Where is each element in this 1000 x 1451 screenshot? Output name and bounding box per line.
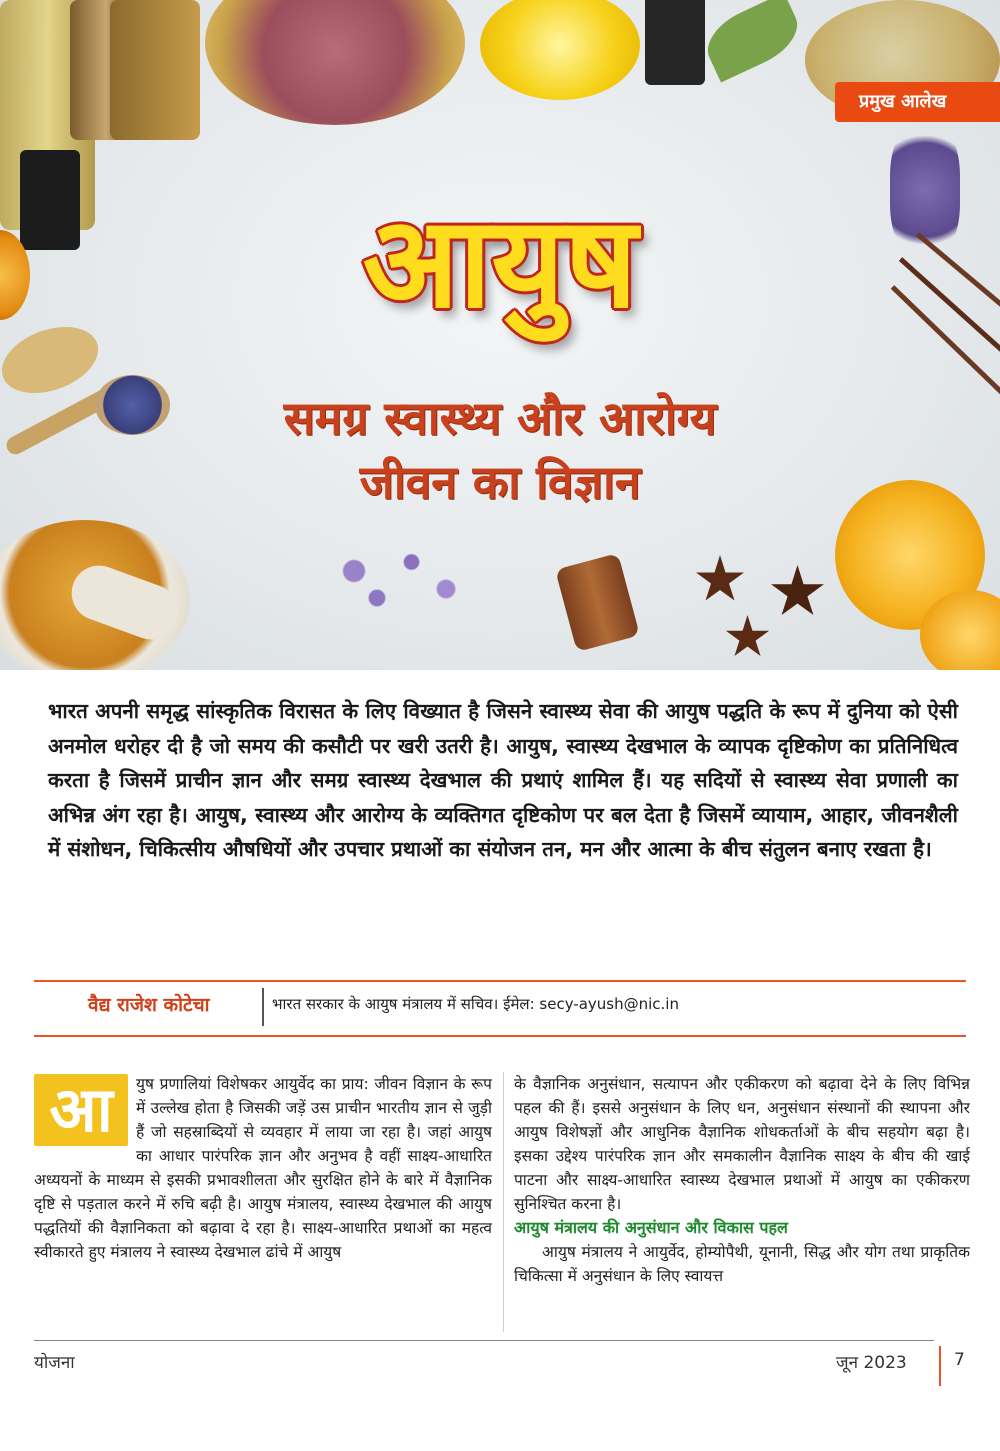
footer-divider (34, 1340, 934, 1341)
column-2-text-continued: आयुष मंत्रालय ने आयुर्वेद, होम्योपैथी, यूनानी, सिद्ध और योग तथा प्राकृतिक चिकित्सा में अनुसंधान के लिए स्वायत्त (514, 1243, 970, 1285)
author-name: वैद्य राजेश कोटेचा (88, 994, 210, 1016)
cinnamon-image (555, 553, 640, 652)
column-2-text: के वैज्ञानिक अनुसंधान, सत्यापन और एकीकरण को बढ़ावा देने के लिए विभिन्न पहल की हैं। इससे अनुसंधान के लिए धन, अनुसंधान संस्थानों की स्थापना और आयुष विशेषज्ञों और आधुनिक वैज्ञानिक शोधकर्ताओं के बीच सहयोग बढ़ा है। इसका उद्देश्य पारंपरिक ज्ञान और समकालीन वैज्ञानिक साक्ष्य के बीच की खाई पाटना और साक्ष्य-आधारित स्वास्थ्य देखभाल प्रथाओं में आयुष का एकीकरण सुनिश्चित करना है। (514, 1075, 970, 1213)
intro-paragraph: भारत अपनी समृद्ध सांस्कृतिक विरासत के लिए विख्यात है जिसने स्वास्थ्य सेवा की आयुष पद्धति के रूप में दुनिया को ऐसी अनमोल धरोहर दी है जो समय की कसौटी पर खरी उतरी है। आयुष, स्वास्थ्य देखभाल के व्यापक दृष्टिकोण का प्रतिनिधित्व करता है जिसमें प्राचीन ज्ञान और समग्र स्वास्थ्य देखभाल की प्रथाएं शामिल हैं। यह सदियों से स्वास्थ्य सेवा प्रणाली का अभिन्न अंग रहा है। आयुष, स्वास्थ्य और आरोग्य के व्यक्तिगत दृष्टिकोण पर बल देता है जिसमें व्यायाम, आहार, जीवनशैली में संशोधन, चिकित्सीय औषधियों और उपचार प्रथाओं का संयोजन तन, मन और आत्मा के बीच संतुलन बनाए रखता है। (48, 699, 958, 861)
column-divider (503, 1072, 504, 1332)
star-anise-image (695, 555, 745, 605)
star-anise-image (725, 615, 770, 660)
page-title: आयुष (362, 189, 638, 336)
divider (34, 1035, 966, 1037)
footer-separator (939, 1346, 941, 1386)
candle-image (480, 0, 640, 100)
star-anise-image (770, 565, 825, 620)
drop-cap: आ (34, 1074, 128, 1146)
page-number: 7 (954, 1350, 965, 1370)
author-description: भारत सरकार के आयुष मंत्रालय में सचिव। ईमेल: secy-ayush@nic.in (272, 995, 679, 1013)
hero-banner (0, 0, 1000, 670)
rose-petals-bowl-image (205, 0, 465, 125)
flowers-image (285, 535, 515, 625)
section-heading: आयुष मंत्रालय की अनुसंधान और विकास पहल (514, 1218, 788, 1237)
subtitle-line-2: जीवन का विज्ञान (359, 455, 641, 509)
subtitle-line-1: समग्र स्वास्थ्य और आरोग्य (283, 391, 717, 445)
divider (34, 980, 966, 982)
vial-image (645, 0, 705, 85)
oil-bottle-image (110, 0, 200, 140)
issue-date: जून 2023 (836, 1353, 907, 1373)
column-1-text: युष प्रणालियां विशेषकर आयुर्वेद का प्राय: जीवन विज्ञान के रूप में उल्लेख होता है जिसकी जड़ें उस प्राचीन भारतीय ज्ञान से जुड़ी हैं जो सहस्राब्दियों से व्यवहार में लाया जा रहा है। जहां आयुष का आधार पारंपरिक ज्ञान और अनुभव है वहीं साक्ष्य-आधारित अध्ययनों के माध्यम से इसकी प्रभावशीलता और सुरक्षित होने के बारे में वैज्ञानिक दृष्टि से पड़ताल करने में रुचि बढ़ी है। आयुष मंत्रालय, स्वास्थ्य देखभाल की आयुष पद्धतियों की वैज्ञानिकता को बढ़ावा दे रहा है। साक्ष्य-आधारित प्रथाओं का महत्व स्वीकारते हुए मंत्रालय ने स्वास्थ्य देखभाल ढांचे में आयुष (34, 1075, 492, 1261)
magazine-name: योजना (34, 1353, 75, 1373)
section-badge: प्रमुख आलेख (835, 82, 1000, 122)
divider (262, 988, 264, 1026)
herb-leaf-image (698, 0, 807, 82)
article-column-1 (34, 1072, 492, 1332)
article-column-2 (514, 1072, 970, 1332)
